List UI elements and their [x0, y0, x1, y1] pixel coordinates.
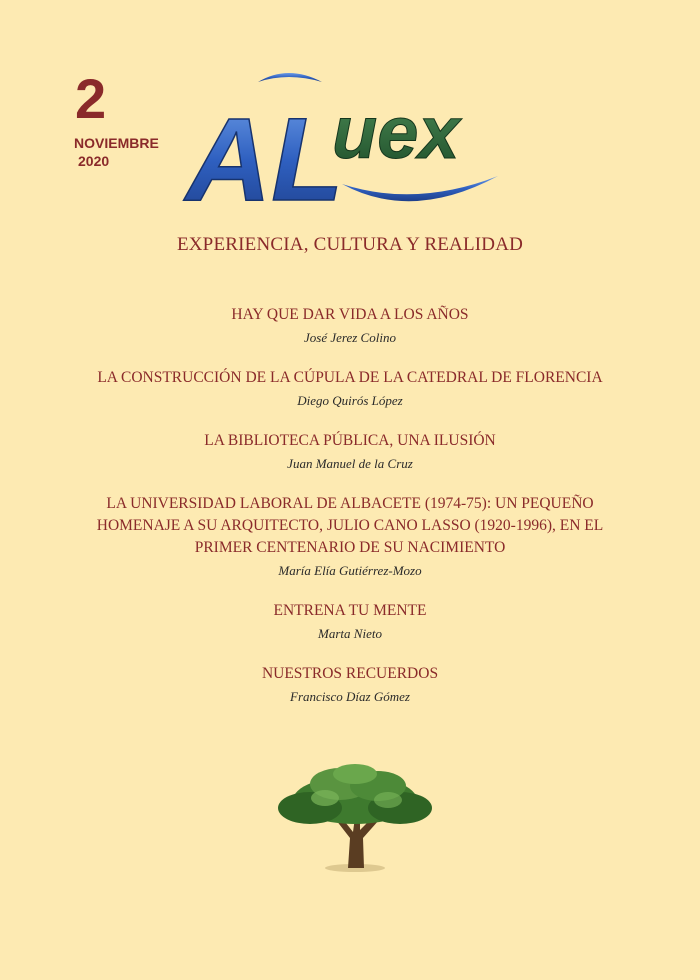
logo-swoosh-bottom [342, 176, 498, 201]
article-author: Diego Quirós López [297, 393, 403, 408]
toc-entry [90, 600, 610, 643]
issue-info [74, 67, 159, 170]
issue-year: 2020 [78, 153, 110, 169]
logo-swoosh-top [258, 73, 322, 82]
toc-entry [90, 304, 610, 347]
table-of-contents [90, 304, 610, 726]
toc-entry [90, 663, 610, 706]
article-title: NUESTROS RECUERDOS [261, 665, 439, 682]
toc-entry [90, 493, 610, 580]
toc-entry [90, 367, 610, 410]
article-title: LA CONSTRUCCIÓN DE LA CÚPULA DE LA CATEDRAL DE FLORENCIA [97, 369, 603, 386]
logo-al: AL [186, 94, 344, 220]
tagline: EXPERIENCIA, CULTURA Y REALIDAD [176, 234, 524, 255]
article-title-line: HOMENAJE A SU ARQUITECTO, JULIO CANO LASSO (1920-1996), EN EL [96, 517, 604, 534]
article-title-line: PRIMER CENTENARIO DE SU NACIMIENTO [194, 539, 506, 556]
article-title: ENTRENA TU MENTE [273, 602, 427, 619]
aluex-logo [180, 60, 540, 220]
article-author: José Jerez Colino [304, 330, 396, 345]
article-author: Juan Manuel de la Cruz [287, 456, 413, 471]
article-title: HAY QUE DAR VIDA A LOS AÑOS [231, 306, 469, 323]
issue-month: NOVIEMBRE [74, 135, 159, 151]
article-author: Marta Nieto [318, 626, 382, 641]
article-author: María Elía Gutiérrez-Mozo [278, 563, 422, 578]
tree-illustration [270, 760, 440, 875]
article-title-line: LA UNIVERSIDAD LABORAL DE ALBACETE (1974-75): UN PEQUEÑO [106, 495, 594, 512]
toc-entry [90, 430, 610, 473]
issue-number: 2 [75, 67, 107, 130]
article-title: LA BIBLIOTECA PÚBLICA, UNA ILUSIÓN [204, 432, 496, 449]
logo-uex: uex [332, 91, 460, 174]
article-author: Francisco Díaz Gómez [290, 689, 410, 704]
